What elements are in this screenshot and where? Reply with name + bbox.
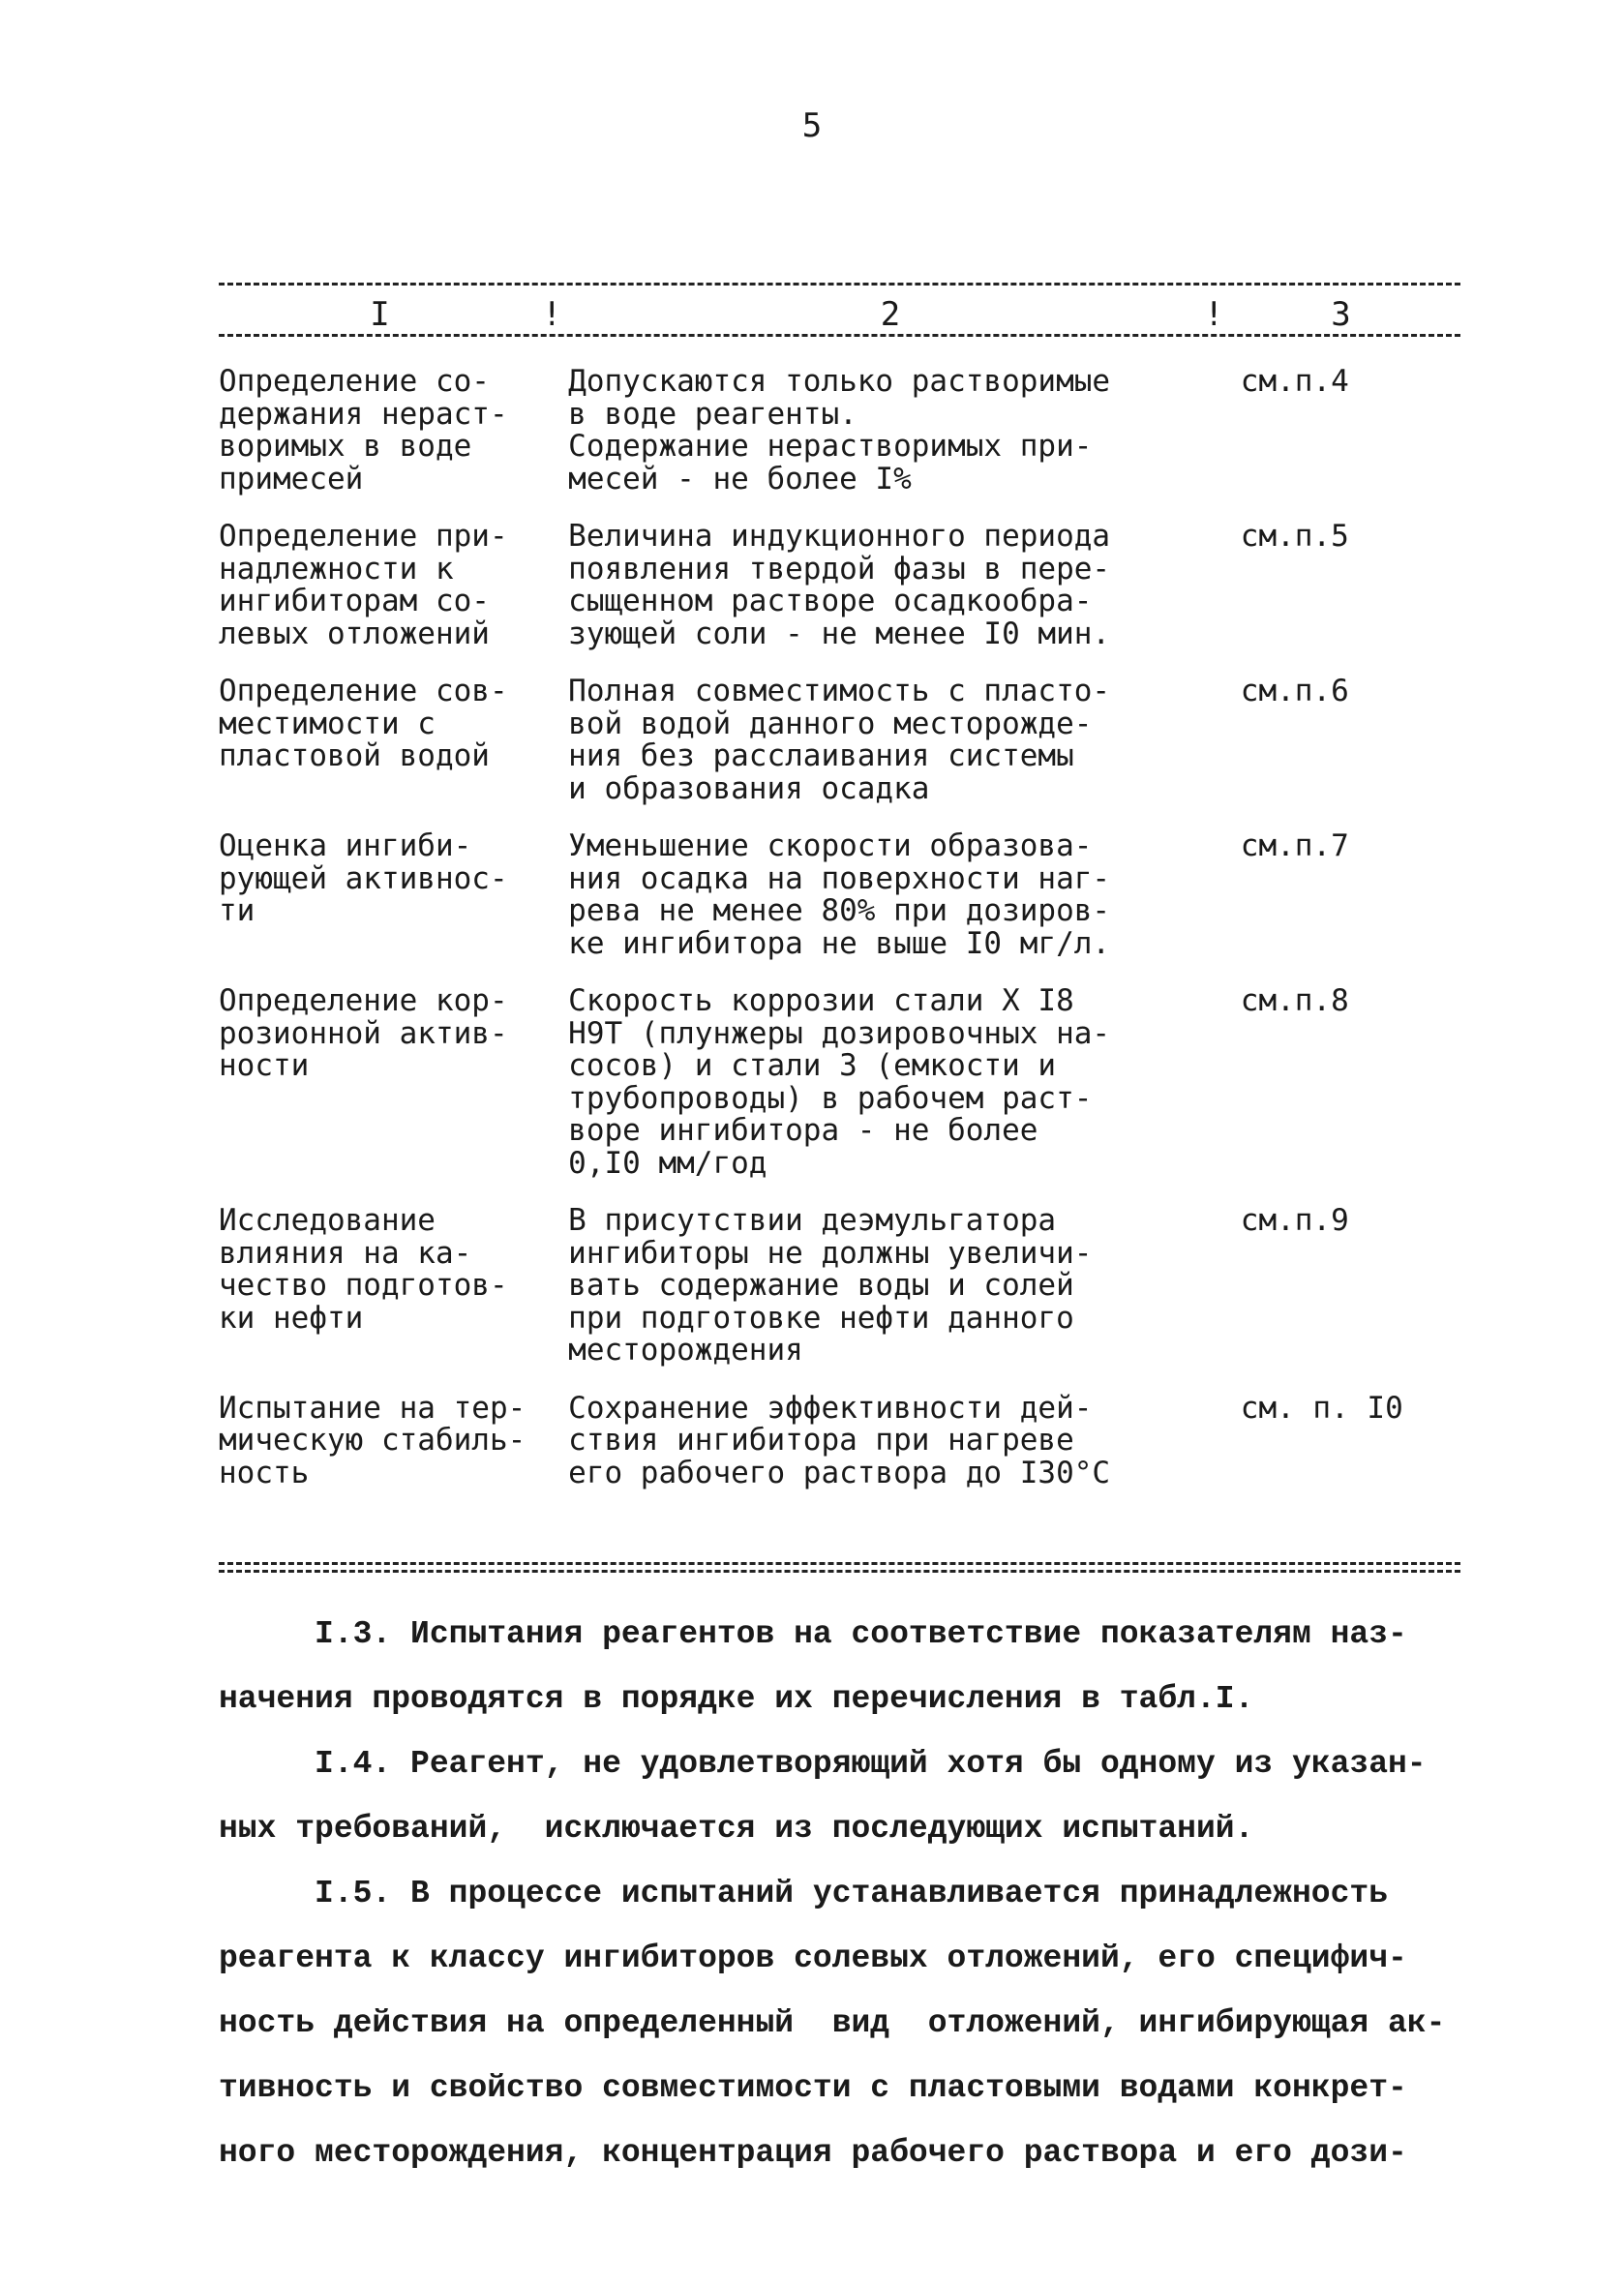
paragraph-line: I.3. Испытания реагентов на соответствие показателям наз-	[219, 1616, 1407, 1652]
paragraph-line: ность действия на определенный вид отложений, ингибирующая ак-	[219, 2005, 1446, 2041]
table-bottom-rule-2	[219, 1570, 1460, 1573]
table-row	[219, 521, 1460, 650]
paragraph-line: начения проводятся в порядке их перечисления в табл.I.	[219, 1681, 1254, 1717]
requirement-cell: Величина индукционного периода появления твердой фазы в пере- сыщенном растворе осадкообра- зующей соли - не менее I0 мин.	[568, 519, 1111, 651]
requirement-cell: В присутствии деэмульгатора ингибиторы не должны увеличи- вать содержание воды и солей при подготовке нефти данного месторождения	[568, 1203, 1093, 1368]
requirement-cell: Полная совместимость с пласто- вой водой данного месторожде- ния без расслаивания системы и образования осадка	[568, 674, 1111, 806]
test-name-cell: Определение при- надлежности к ингибиторам со- левых отложений	[219, 519, 508, 651]
column-separator-2: !	[1204, 295, 1224, 334]
body-text	[219, 1602, 1460, 2185]
paragraph-line: ных требований, исключается из последующих испытаний.	[219, 1811, 1254, 1847]
requirement-cell: Уменьшение скорости образова- ния осадка на поверхности наг- рева не менее 80% при дозиров- ке ингибитора не выше I0 мг/л.	[568, 828, 1111, 961]
reference-cell: см.п.4	[1240, 364, 1349, 399]
table-body	[219, 366, 1460, 1515]
requirement-cell: Сохранение эффективности дей- ствия ингибитора при нагреве его рабочего раствора до I30°С	[568, 1390, 1111, 1490]
column-separator-1: !	[542, 295, 562, 334]
column-header-1: I	[370, 295, 390, 334]
reference-cell: см.п.6	[1240, 674, 1349, 708]
table-row	[219, 366, 1460, 496]
reference-cell: см.п.5	[1240, 519, 1349, 554]
table-header-rule	[219, 334, 1460, 337]
reference-cell: см.п.9	[1240, 1203, 1349, 1238]
paragraph-line: I.5. В процессе испытаний устанавливается принадлежность	[219, 1876, 1388, 1911]
test-name-cell: Исследование влияния на ка- чество подготов- ки нефти	[219, 1203, 508, 1336]
requirement-cell: Скорость коррозии стали Х I8 Н9Т (плунжеры дозировочных на- сосов) и стали 3 (емкости и трубопроводы) в рабочем раст- воре ингибитора - не более 0,I0 мм/год	[568, 983, 1111, 1181]
test-name-cell: Определение кор- розионной актив- ности	[219, 983, 508, 1083]
test-name-cell: Оценка ингиби- рующей активнос- ти	[219, 828, 508, 928]
table-top-rule	[219, 283, 1460, 286]
table-row	[219, 1390, 1460, 1490]
table-row	[219, 1205, 1460, 1368]
table-row	[219, 830, 1460, 960]
reference-cell: см.п.7	[1240, 828, 1349, 863]
reference-cell: см. п. I0	[1240, 1390, 1403, 1426]
paragraph-line: реагента к классу ингибиторов солевых отложений, его специфич-	[219, 1940, 1407, 1976]
reference-cell: см.п.8	[1240, 983, 1349, 1018]
table-row	[219, 985, 1460, 1180]
test-name-cell: Определение сов- местимости с пластовой водой	[219, 674, 508, 773]
paragraph-line: I.4. Реагент, не удовлетворяющий хотя бы одному из указан-	[219, 1746, 1427, 1782]
table-row	[219, 676, 1460, 805]
test-name-cell: Испытание на тер- мическую стабиль- ность	[219, 1390, 526, 1490]
paragraph-line: тивность и свойство совместимости с пластовыми водами конкрет-	[219, 2070, 1407, 2106]
test-name-cell: Определение со- держания нераст- воримых в воде примесей	[219, 364, 508, 496]
column-header-3: 3	[1331, 295, 1351, 334]
column-header-2: 2	[880, 295, 901, 334]
page-number: 5	[801, 106, 823, 145]
table-bottom-rule	[219, 1562, 1460, 1565]
paragraph-line: ного месторождения, концентрация рабочего раствора и его дози-	[219, 2135, 1407, 2171]
requirement-cell: Допускаются только растворимые в воде реагенты. Содержание нерастворимых при- месей - не более I%	[568, 364, 1111, 496]
